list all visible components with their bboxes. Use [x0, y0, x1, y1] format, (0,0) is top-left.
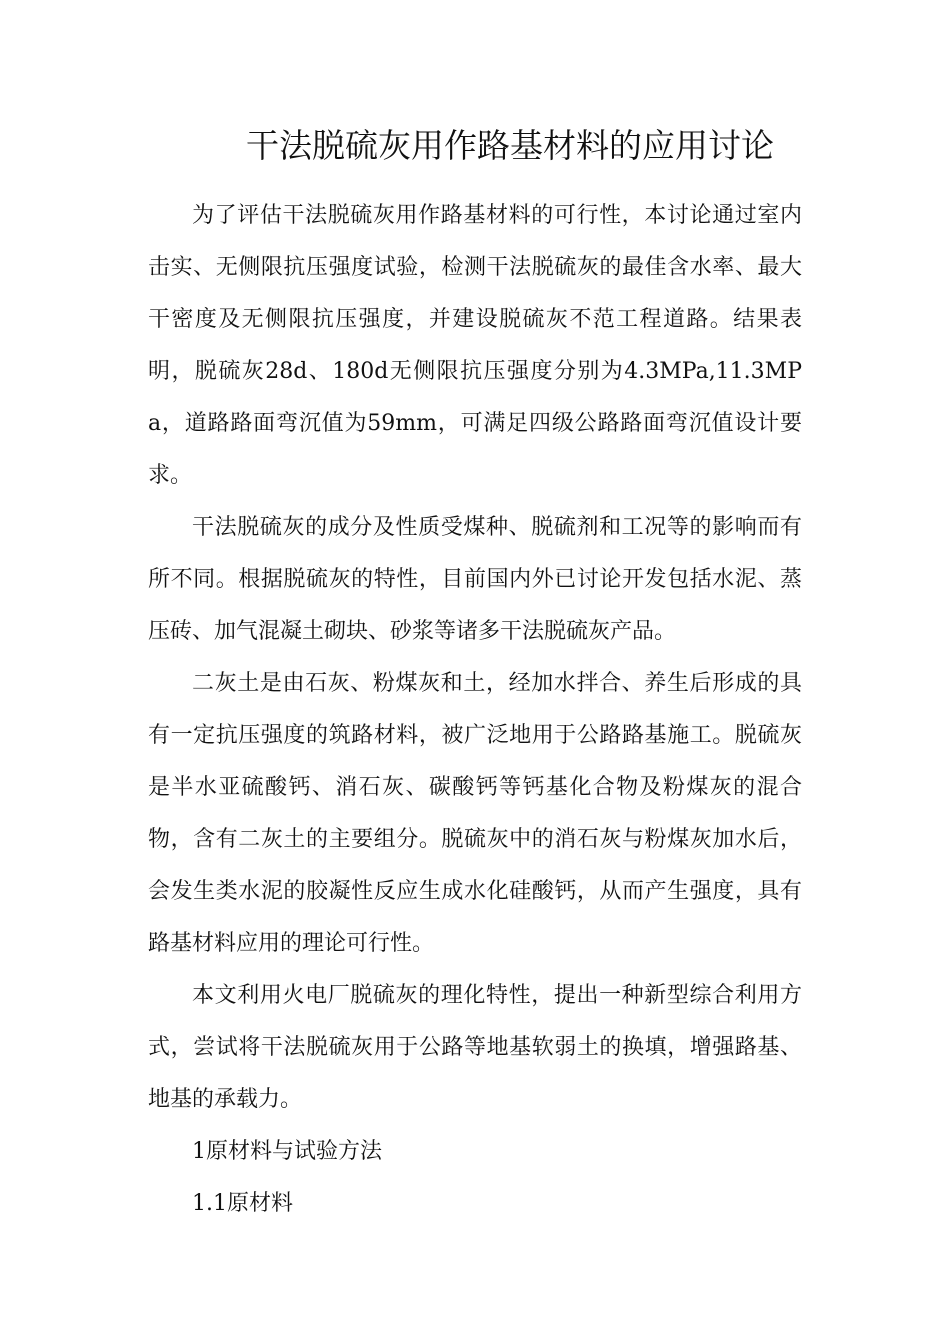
- paragraph-purpose: 本文利用火电厂脱硫灰的理化特性，提出一种新型综合利用方式，尝试将干法脱硫灰用于公路等地基软弱土的换填，增强路基、地基的承载力。: [148, 983, 802, 1112]
- section-heading: 1原材料与试验方法: [192, 1139, 382, 1164]
- document-body: [148, 190, 802, 1230]
- paragraph-background: 干法脱硫灰的成分及性质受煤种、脱硫剂和工况等的影响而有所不同。根据脱硫灰的特性，目前国内外已讨论开发包括水泥、蒸压砖、加气混凝土砌块、砂浆等诸多干法脱硫灰产品。: [148, 515, 802, 644]
- subsection-heading: 1.1原材料: [192, 1191, 293, 1216]
- document-title: 干法脱硫灰用作路基材料的应用讨论: [246, 126, 774, 165]
- paragraph-theory: 二灰土是由石灰、粉煤灰和土，经加水拌合、养生后形成的具有一定抗压强度的筑路材料，被广泛地用于公路路基施工。脱硫灰是半水亚硫酸钙、消石灰、碳酸钙等钙基化合物及粉煤灰的混合物，含有二灰土的主要组分。脱硫灰中的消石灰与粉煤灰加水后，会发生类水泥的胶凝性反应生成水化硅酸钙，从而产生强度，具有路基材料应用的理论可行性。: [148, 671, 802, 956]
- paragraph-abstract: 为了评估干法脱硫灰用作路基材料的可行性，本讨论通过室内击实、无侧限抗压强度试验，检测干法脱硫灰的最佳含水率、最大干密度及无侧限抗压强度，并建设脱硫灰不范工程道路。结果表明，脱硫灰28d、180d无侧限抗压强度分别为4.3MPa,11.3MPa，道路路面弯沉值为59mm，可满足四级公路路面弯沉值设计要求。: [148, 203, 802, 488]
